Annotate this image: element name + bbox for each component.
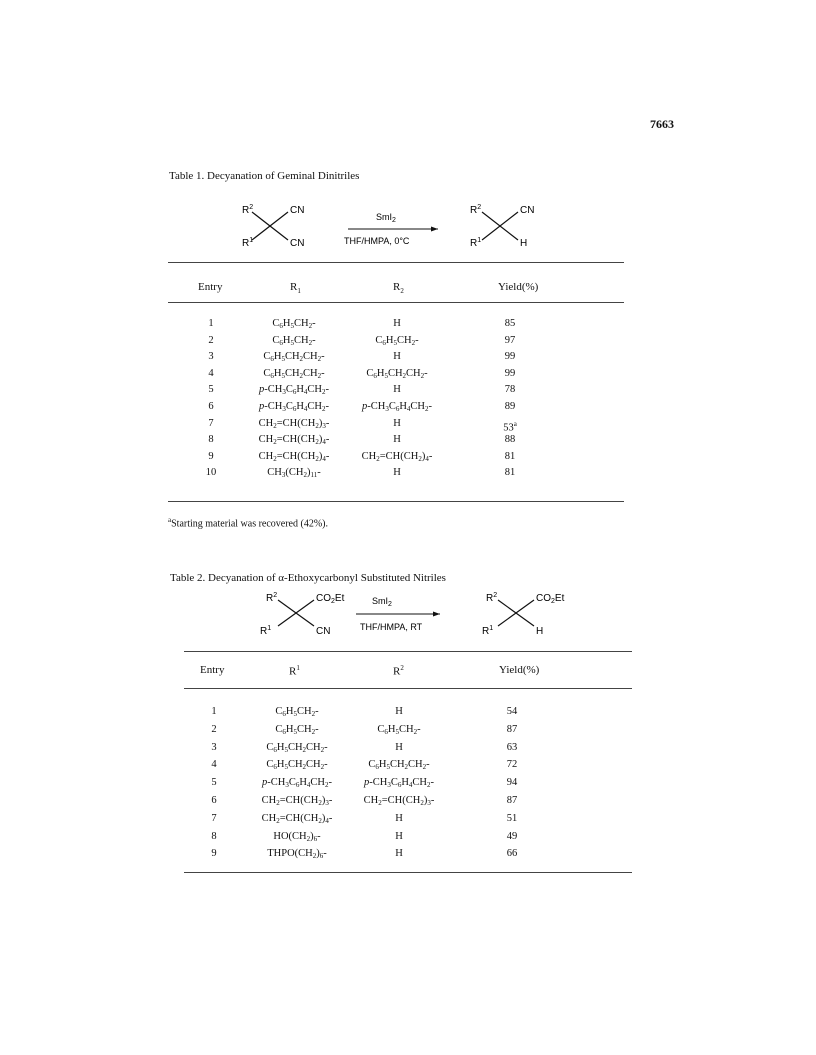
table2-cell-r2: $C_6H_5CH_2-$ [377,723,421,736]
t2-reactant-bottom: CN [316,626,331,637]
table2-cell-r1: $C_6H_5CH_2-$ [275,706,319,718]
table2-cell-r1: $C_6H_5CH_2CH_2-$ [266,759,328,772]
table2-cell-r2: H [395,848,403,860]
t1-reactant-r2: $R^2$ [242,204,254,216]
table1-cell-yield: 99 [504,351,516,363]
table2-cell-entry: 9 [211,848,217,860]
t1-reactant-top: CN [290,205,305,216]
table2-cell-yield: 51 [506,812,518,824]
table1-cell-r1: $p-CH_3C_6H_4CH_2-$ [258,401,330,413]
table1-cell-r2: H [393,318,401,329]
table2-cell-r1: $HO(CH_2)_6-$ [273,830,321,843]
table2-cell-yield: 87 [506,723,518,735]
table1-cell-r1: $p-CH_3C_6H_4CH_2-$ [258,384,330,397]
table1-cell-entry: 3 [208,351,214,363]
table1-cell-yield: 97 [504,334,516,346]
table1-cell-r2: $CH_2=CH(CH_2)_4-$ [361,450,433,463]
table1-cell-yield: 88 [504,434,516,446]
table2-cell-entry: 4 [211,759,217,771]
table2-caption: Table 2. Decyanation of α-Ethoxycarbonyl Substituted Nitriles [170,572,446,584]
table2-bottom-rule [184,872,632,873]
table1-cell-entry: 10 [205,467,217,479]
table1-cell-r1: $CH_2=CH(CH_2)_4-$ [258,434,330,447]
table2-cell-entry: 3 [211,741,217,753]
t1-header-r1: $R_1$ [290,281,301,296]
table2-reaction-scheme [256,590,586,643]
table2-cell-r2: $p-CH_3C_6H_4CH_2-$ [363,777,435,790]
table1-bottom-rule [168,501,624,502]
t2-product-bottom: H [536,626,544,637]
table1-cell-entry: 5 [208,384,214,396]
table1-cell-entry: 6 [208,401,214,412]
t2-product-top: $CO_2Et$ [536,593,565,605]
table1-top-rule [168,262,624,263]
table1-cell-r2: $p-CH_3C_6H_4CH_2-$ [361,401,433,413]
table1-cell-yield: 81 [504,450,516,462]
t1-reactant-bottom: CN [290,238,305,249]
table1-header-rule [168,302,624,303]
table1-footnote: $^a$Starting material was recovered (42%). [168,516,328,530]
table1-cell-r1: $CH_3(CH_2)_{11}-$ [267,467,321,480]
table1-caption: Table 1. Decyanation of Geminal Dinitriles [169,170,360,182]
table2-cell-yield: 63 [506,741,518,753]
t2-product-r2: $R^2$ [486,592,498,604]
table1-cell-yield: 78 [504,384,516,396]
table2-cell-yield: 49 [506,830,518,842]
table1-cell-r2: H [393,351,401,363]
table2-cell-r1: $C_6H_5CH_2CH_2-$ [266,741,328,754]
table2-cell-yield: 94 [506,777,518,789]
table2-cell-r2: H [395,830,403,842]
table2-top-rule [184,651,632,652]
table2-cell-entry: 2 [211,723,217,735]
table2-cell-entry: 7 [211,812,217,824]
t1-product-bottom: H [520,238,528,249]
table1-cell-yield: 85 [504,318,516,329]
table2-cell-r2: $C_6H_5CH_2CH_2-$ [368,759,430,772]
table2-cell-r2: H [395,741,403,753]
t2-reactant-r1: $R^1$ [260,625,272,637]
table1-cell-entry: 4 [208,367,214,379]
table1-cell-r2: $C_6H_5CH_2-$ [375,334,419,347]
page-number: 7663 [650,117,674,131]
table1-reaction-scheme [228,196,568,261]
table1-cell-entry: 1 [208,318,214,329]
t2-header-yield: Yield(%) [499,664,540,676]
table1-cell-r1: $C_6H_5CH_2-$ [272,318,316,330]
table1-cell-entry: 8 [208,434,214,446]
t2-product-r1: $R^1$ [482,625,494,637]
t1-reagent: SmI$_2$ [376,212,396,224]
t2-reactant-r2: $R^2$ [266,592,278,604]
table2-cell-r2: H [395,706,403,717]
t1-product-top: CN [520,205,535,216]
t2-reactant-top: $CO_2Et$ [316,593,345,605]
table1-cell-yield: 89 [504,401,516,412]
table1-cell-entry: 7 [208,417,214,429]
t1-header-r2: $R_2$ [393,281,404,296]
table1-cell-r2: H [393,417,401,429]
table2-cell-yield: 54 [506,706,518,717]
t2-reagent: SmI$_2$ [372,596,392,608]
table2-cell-r2: $CH_2=CH(CH_2)_3-$ [363,795,435,807]
table1-cell-r1: $CH_2=CH(CH_2)_4-$ [258,450,330,463]
t2-header-r1: $R^1$ [289,664,300,678]
t1-product-r1: $R^1$ [470,237,482,249]
t2-header-entry: Entry [200,664,225,676]
table2-cell-r1: $C_6H_5CH_2-$ [275,723,319,736]
t2-conditions: THF/HMPA, RT [360,622,423,632]
table2-cell-entry: 1 [211,706,217,717]
table1-cell-r2: H [393,467,401,479]
t1-reactant-r1: $R^1$ [242,237,254,249]
table2-cell-entry: 5 [211,777,217,789]
table1-cell-yield: 53$^a$ [503,419,517,434]
table2-cell-r1: $CH_2=CH(CH_2)_3-$ [261,795,333,807]
t1-conditions: THF/HMPA, 0°C [344,236,410,246]
table2-cell-entry: 8 [211,830,217,842]
table2-cell-r1: $p-CH_3C_6H_4CH_2-$ [261,777,333,790]
table1-cell-r1: $C_6H_5CH_2CH_2-$ [263,367,325,380]
table2-cell-yield: 66 [506,848,518,860]
table1-cell-r1: $C_6H_5CH_2-$ [272,334,316,347]
table1-cell-entry: 9 [208,450,214,462]
table2-cell-r2: H [395,812,403,824]
table1-cell-yield: 99 [504,367,516,379]
table1-cell-r2: $C_6H_5CH_2CH_2-$ [366,367,428,380]
table1-cell-r2: H [393,434,401,446]
table2-cell-yield: 87 [506,795,518,806]
table2-header-rule [184,688,632,689]
table2-cell-entry: 6 [211,795,217,806]
table1-cell-r1: $C_6H_5CH_2CH_2-$ [263,351,325,364]
table1-cell-r2: H [393,384,401,396]
t1-product-r2: $R^2$ [470,204,482,216]
table2-cell-yield: 72 [506,759,518,771]
table1-cell-entry: 2 [208,334,214,346]
t2-header-r2: $R^2$ [393,664,404,678]
table1-cell-yield: 81 [504,467,516,479]
table2-cell-r1: $THPO(CH_2)_6-$ [267,848,327,861]
table2-cell-r1: $CH_2=CH(CH_2)_4-$ [261,812,333,825]
t1-header-yield: Yield(%) [498,281,539,293]
t1-header-entry: Entry [198,281,223,293]
table1-cell-r1: $CH_2=CH(CH_2)_3-$ [258,417,330,430]
